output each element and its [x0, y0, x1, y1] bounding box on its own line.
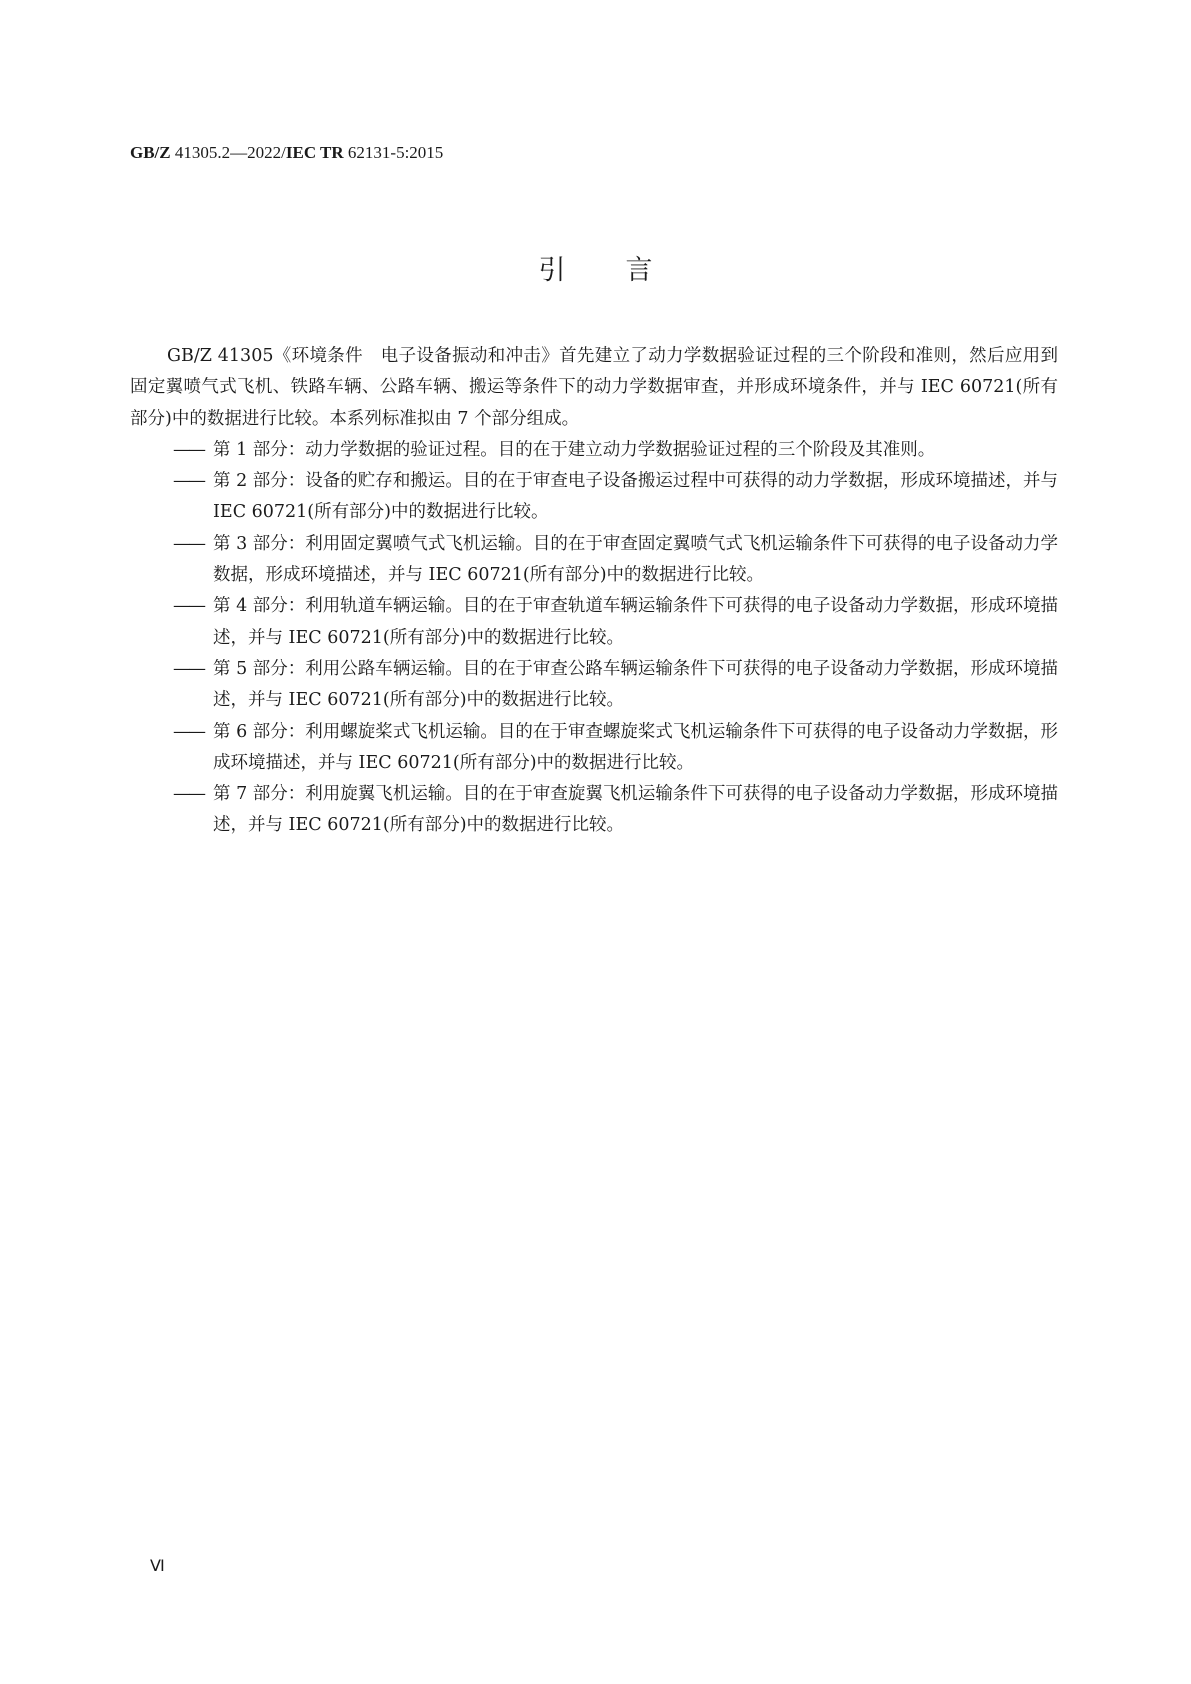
list-item-text: 第 5 部分：利用公路车辆运输。目的在于审查公路车辆运输条件下可获得的电子设备动力学数据，形成环境描述，并与 IEC 60721(所有部分)中的数据进行比较。: [213, 658, 1058, 711]
list-item: [130, 435, 1058, 466]
iec-number: 62131-5:2015: [347, 143, 444, 162]
list-item-text: 第 7 部分：利用旋翼飞机运输。目的在于审查旋翼飞机运输条件下可获得的电子设备动力学数据，形成环境描述，并与 IEC 60721(所有部分)中的数据进行比较。: [213, 784, 1058, 836]
list-item-text: 第 6 部分：利用螺旋桨式飞机运输。目的在于审查螺旋桨式飞机运输条件下可获得的电子设备动力学数据，形成环境描述，并与 IEC 60721(所有部分)中的数据进行比较。: [213, 721, 1058, 773]
page-title: 引言: [538, 255, 713, 286]
list-dash: ——: [173, 596, 204, 617]
page-number: Ⅵ: [150, 1558, 165, 1575]
list-dash: ——: [173, 533, 204, 554]
list-item-text: 第 4 部分：利用轨道车辆运输。目的在于审查轨道车辆运输条件下可获得的电子设备动力学数据，形成环境描述，并与 IEC 60721(所有部分)中的数据进行比较。: [213, 596, 1058, 648]
list-item: [130, 779, 1058, 842]
list-dash: ——: [173, 721, 204, 742]
iec-code: IEC TR: [285, 143, 344, 162]
intro-paragraph: GB/Z 41305《环境条件 电子设备振动和冲击》首先建立了动力学数据验证过程的三个阶段和准则，然后应用到固定翼喷气式飞机、铁路车辆、公路车辆、搬运等条件下的动力学数据审查，并形成环境条件，并与 IEC 60721(所有部分)中的数据进行比较。本系列标准拟由 7 个部分组成。: [130, 346, 1058, 429]
list-item-text: 第 3 部分：利用固定翼喷气式飞机运输。目的在于审查固定翼喷气式飞机运输条件下可获得的电子设备动力学数据，形成环境描述，并与 IEC 60721(所有部分)中的数据进行比较。: [213, 533, 1058, 586]
document-header: [130, 143, 443, 163]
document-body: [130, 341, 1058, 842]
std-number: 41305.2—2022/: [174, 143, 286, 162]
std-code: GB/Z: [130, 143, 171, 162]
list-item-text: 第 1 部分：动力学数据的验证过程。目的在于建立动力学数据验证过程的三个阶段及其准则。: [213, 439, 936, 460]
parts-list: [130, 435, 1058, 842]
list-item-text: 第 2 部分：设备的贮存和搬运。目的在于审查电子设备搬运过程中可获得的动力学数据，形成环境描述，并与 IEC 60721(所有部分)中的数据进行比较。: [213, 471, 1058, 523]
list-item: [130, 529, 1058, 592]
list-dash: ——: [173, 658, 204, 679]
list-item: [130, 654, 1058, 717]
list-item: [130, 466, 1058, 529]
list-item: [130, 717, 1058, 780]
list-item: [130, 591, 1058, 654]
list-dash: ——: [173, 471, 204, 492]
list-dash: ——: [173, 784, 204, 805]
list-dash: ——: [173, 439, 204, 460]
